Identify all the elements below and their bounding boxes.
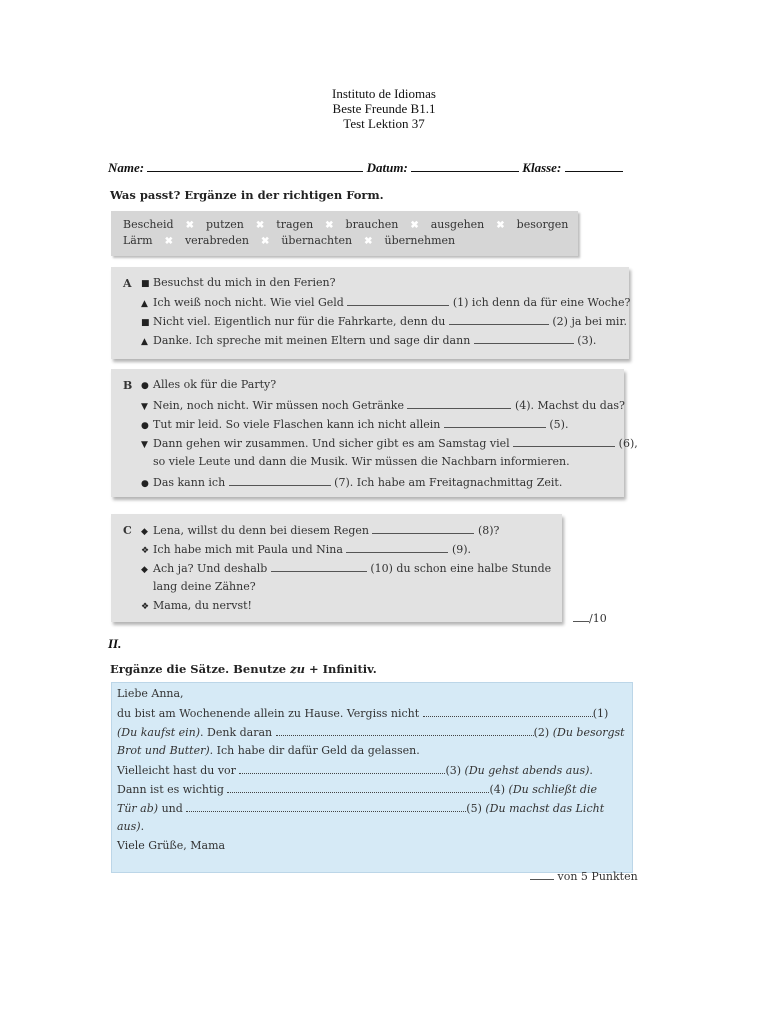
separator-x-icon: ✖ [364,236,373,247]
score-field[interactable] [530,869,554,880]
answer-blank-5[interactable] [186,801,466,812]
document-header [0,86,768,131]
diamond-outline-bullet-icon: ❖ [141,546,150,556]
letter-line: aus). [117,820,145,833]
down-triangle-bullet-icon: ▼ [141,440,148,450]
class-field[interactable] [565,159,623,172]
word-bank-row-2 [123,234,455,247]
section-letter: A [123,277,132,290]
word-bank-item: verabreden [184,234,249,247]
circle-bullet-icon: ● [141,381,149,391]
answer-blank-1[interactable] [347,295,449,306]
circle-bullet-icon: ● [141,479,149,489]
answer-blank-1[interactable] [423,706,593,717]
word-bank-item: übernehmen [384,234,456,247]
answer-blank-3[interactable] [474,333,574,344]
name-label: Name: [108,160,145,175]
task2-score: von 5 Punkten [530,869,638,883]
separator-x-icon: ✖ [260,236,270,247]
answer-blank-2[interactable] [449,314,549,325]
letter-line: Brot und Butter). Ich habe dir dafür Geld da gelassen. [117,744,420,757]
dialogue-line: ● Alles ok für die Party? [141,378,277,391]
class-label: Klasse: [522,160,562,175]
word-bank-item: übernachten [281,234,353,247]
dialogue-line: ■ Nicht viel. Eigentlich nur für die Fahrkarte, denn du (2) ja bei mir. [141,315,627,328]
exercise-section-a [111,267,629,359]
word-bank-item: Lärm [123,234,153,247]
answer-blank-6[interactable] [513,436,615,447]
word-bank-item: brauchen [345,218,399,231]
course-name: Beste Freunde B1.1 [332,101,436,116]
section-number: II. [108,636,122,651]
exercise-section-b [111,369,638,497]
word-bank-item: tragen [276,218,314,231]
dialogue-line: ❖ Ich habe mich mit Paula und Nina (9). [141,543,472,556]
diamond-bullet-icon: ◆ [141,565,148,575]
dialogue-line: ▼ Dann gehen wir zusammen. Und sicher gibt es am Samstag viel (6), [141,437,638,450]
answer-blank-4[interactable] [227,782,489,793]
answer-blank-10[interactable] [271,561,367,572]
dialogue-line: ■ Besuchst du mich in den Ferien? [141,276,336,289]
dialogue-line: ● Das kann ich (7). Ich habe am Freitagnachmittag Zeit. [141,476,563,489]
task1-title: Was passt? Ergänze in der richtigen Form. [110,188,384,202]
dialogue-line: so viele Leute und dann die Musik. Wir müssen die Nachbarn informieren. [153,455,570,468]
circle-bullet-icon: ● [141,421,149,431]
word-bank-item: putzen [205,218,244,231]
triangle-bullet-icon: ▲ [141,337,148,347]
dialogue-line: ▲ Ich weiß noch nicht. Wie viel Geld (1) ich denn da für eine Woche? [141,296,631,309]
answer-blank-4[interactable] [407,398,511,409]
letter-closing: Viele Grüße, Mama [117,839,226,852]
dialogue-line: ◆ Ach ja? Und deshalb (10) du schon eine halbe Stunde [141,562,552,575]
answer-blank-3[interactable] [239,763,445,774]
section-letter: B [123,379,133,392]
name-field[interactable] [147,159,363,172]
dialogue-line: ▼ Nein, noch nicht. Wir müssen noch Getränke (4). Machst du das? [141,399,625,412]
test-title: Test Lektion 37 [343,116,425,131]
word-bank [111,211,578,256]
answer-blank-2[interactable] [276,725,534,736]
task2-title: Ergänze die Sätze. Benutze zu + Infinitiv. [110,662,377,676]
letter-line: Tür ab) und (5) (Du machst das Licht [117,802,605,815]
date-label: Datum: [366,160,408,175]
word-bank-item: Bescheid [123,218,174,231]
separator-x-icon: ✖ [325,220,334,231]
dialogue-line: ▲ Danke. Ich spreche mit meinen Eltern und sage dir dann (3). [141,334,597,347]
diamond-bullet-icon: ◆ [141,527,148,537]
separator-x-icon: ✖ [496,220,505,231]
task1-score: /10 [573,611,607,625]
separator-x-icon: ✖ [410,220,419,231]
down-triangle-bullet-icon: ▼ [141,402,148,412]
word-bank-row-1 [123,218,568,231]
separator-x-icon: ✖ [255,220,265,231]
dialogue-line: ● Tut mir leid. So viele Flaschen kann ich nicht allein (5). [141,418,569,431]
dialogue-line: lang deine Zähne? [153,580,256,593]
square-bullet-icon: ■ [141,279,150,289]
answer-blank-8[interactable] [372,523,474,534]
score-field[interactable] [573,611,589,622]
triangle-bullet-icon: ▲ [141,299,148,309]
separator-x-icon: ✖ [164,236,173,247]
letter-greeting: Liebe Anna, [117,687,184,700]
word-bank-item: besorgen [516,218,569,231]
answer-blank-5[interactable] [444,417,546,428]
diamond-outline-bullet-icon: ❖ [141,602,150,612]
letter-line: Dann ist es wichtig (4) (Du schließt die [117,783,597,796]
date-field[interactable] [411,159,519,172]
institute-name: Instituto de Idiomas [332,86,436,101]
section-letter: C [123,524,132,537]
separator-x-icon: ✖ [185,220,194,231]
letter-line: (Du kaufst ein). Denk daran (2) (Du besorgst [117,726,625,739]
answer-blank-7[interactable] [229,475,331,486]
letter-exercise [111,682,633,873]
letter-line: Vielleicht hast du vor (3) (Du gehst abends aus). [117,764,593,777]
letter-line: du bist am Wochenende allein zu Hause. Vergiss nicht (1) [117,707,609,720]
exercise-section-c [111,514,562,622]
answer-blank-9[interactable] [346,542,448,553]
dialogue-line: ❖ Mama, du nervst! [141,599,252,612]
square-bullet-icon: ■ [141,318,150,328]
dialogue-line: ◆ Lena, willst du denn bei diesem Regen (8)? [141,524,500,537]
word-bank-item: ausgehen [430,218,485,231]
student-info-line [108,159,630,177]
